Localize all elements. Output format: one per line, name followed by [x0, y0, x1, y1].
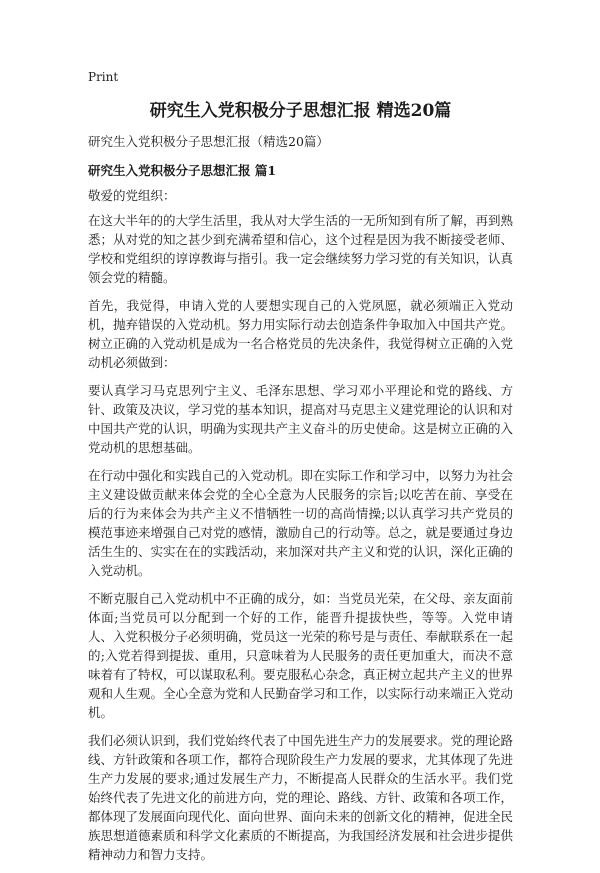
- paragraph: 在行动中强化和实践自己的入党动机。即在实际工作和学习中，以努力为社会主义建设做贡献来体会党的全心全意为人民服务的宗旨;以吃苦在前、享受在后的行为来体会为共产主义不惜牺牲一切的高尚情操;以认真学习共产党员的模范事迹来增强自己对党的感情，激励自己的行动等。总之，就是要通过身边活生生的、实实在在的实践活动，来加深对共产主义和党的认识，深化正确的入党动机。: [88, 468, 514, 578]
- paragraph: 不断克服自己入党动机中不正确的成分，如：当党员光荣，在父母、亲友面前体面;当党员可以分配到一个好的工作，能晋升提拔快些，等等。入党申请人、入党积极分子必须明确，党员这一光荣的称号是与责任、奉献联系在一起的;入党若得到提拔、重用，只意味着为人民服务的责任更加重大，而决不意味着有了特权，可以谋取私利。要克服私心杂念，真正树立起共产主义的世界观和人生观。全心全意为党和人民勤奋学习和工作，以实际行动来端正入党动机。: [88, 591, 514, 720]
- paragraph: 要认真学习马克思列宁主义、毛泽东思想、学习邓小平理论和党的路线、方针、政策及决议，学习党的基本知识，提高对马克思主义建党理论的认识和对中国共产党的认识，明确为实现共产主义奋斗的历史使命。这是树立正确的入党动机的思想基础。: [88, 383, 514, 455]
- paragraph: 在这大半年的的大学生活里，我从对大学生活的一无所知到有所了解，再到熟悉；从对党的知之甚少到充满希望和信心，这个过程是因为我不断接受老师、学校和党组织的谆谆教诲与指引。我一定会继续努力学习党的有关知识，认真领会党的精髓。: [88, 213, 514, 285]
- salutation: 敬爱的党组织：: [88, 188, 176, 203]
- print-link[interactable]: Print: [88, 70, 119, 84]
- paragraph: 我们必须认识到，我们党始终代表了中国先进生产力的发展要求。党的理论路线、方针政策和各项工作，都符合现阶段生产力发展的要求，尤其体现了先进生产力发展的要求;通过发展生产力，不断提高人民群众的生活水平。我们党始终代表了先进文化的前进方向，党的理论、路线、方针、政策和各项工作，都体现了发展面向现代化、面向世界、面向未来的创新文化的精神，促进全民族思想道德素质和科学文化素质的不断提高，为我国经济发展和社会进步提供精神动力和智力支持。: [88, 733, 514, 862]
- document-title: 研究生入党积极分子思想汇报 精选20篇: [149, 101, 452, 121]
- section-heading: 研究生入党积极分子思想汇报 篇1: [88, 163, 277, 178]
- document-subtitle: 研究生入党积极分子思想汇报（精选20篇）: [88, 134, 329, 149]
- paragraph: 首先，我觉得，申请入党的人要想实现自己的入党夙愿，就必须端正入党动机，抛弃错误的入党动机。努力用实际行动去创造条件争取加入中国共产党。树立正确的入党动机是成为一名合格党员的先决条件，我觉得树立正确的入党动机必须做到：: [88, 298, 514, 370]
- body-text: [88, 211, 513, 873]
